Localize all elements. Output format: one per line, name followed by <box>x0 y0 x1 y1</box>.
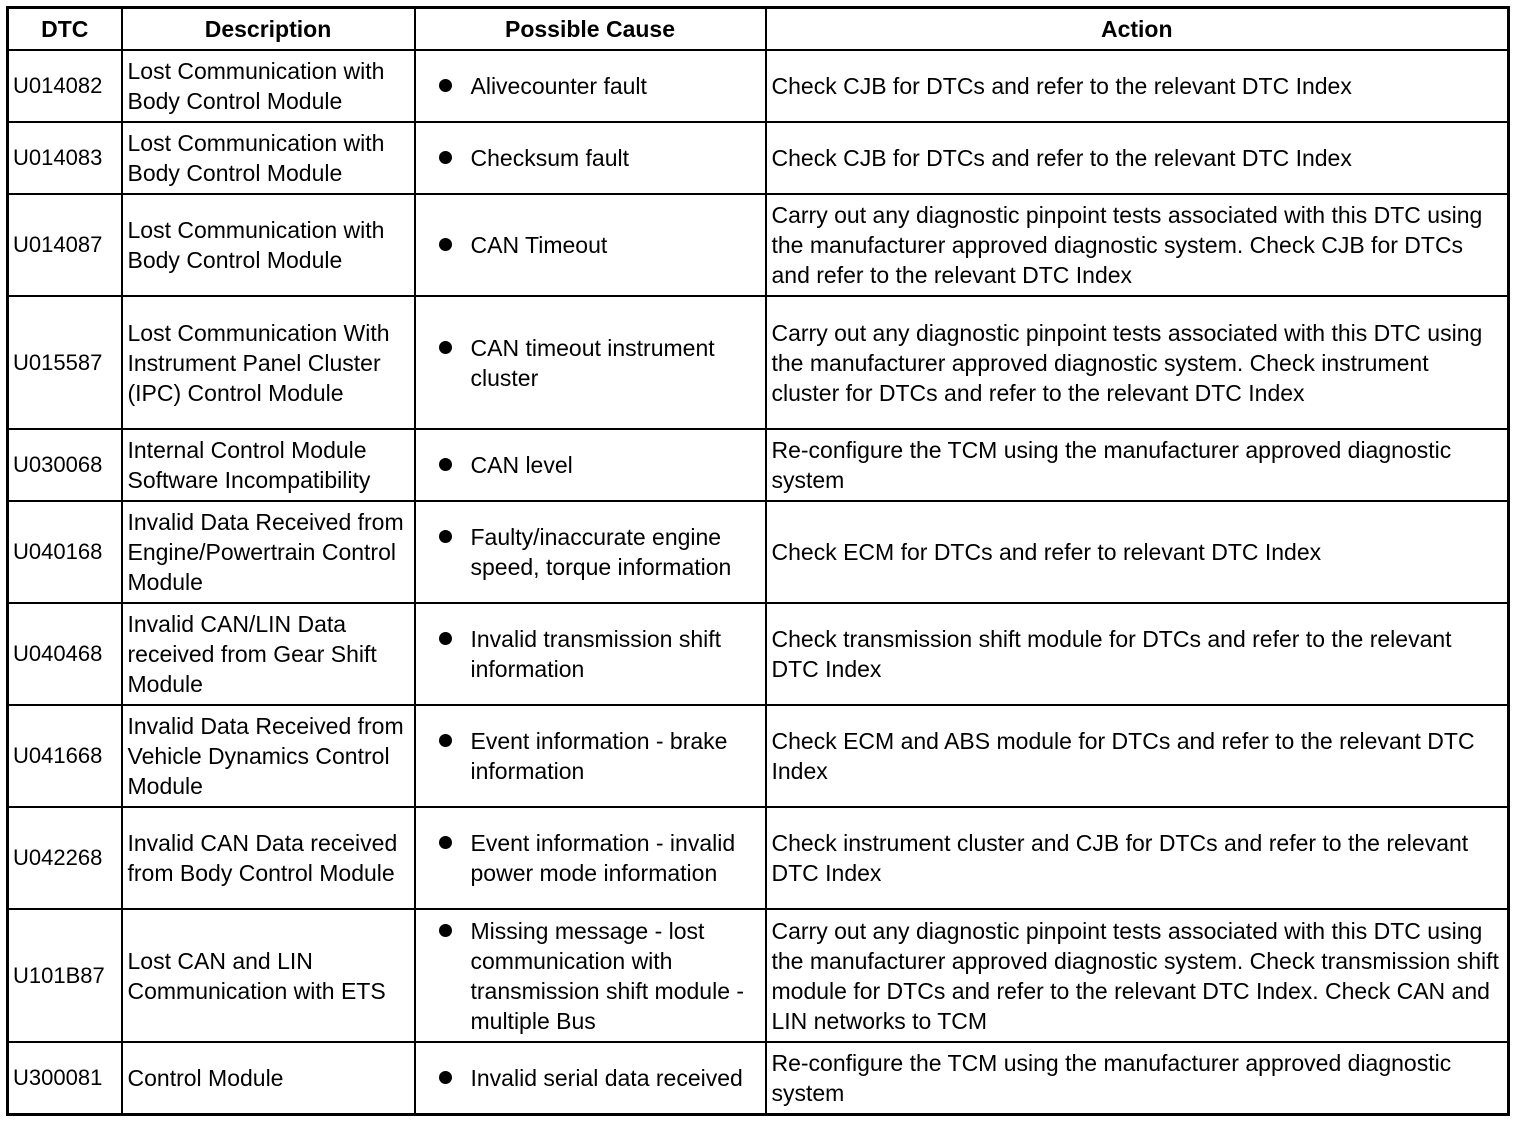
dtc-description: Lost Communication with Body Control Module <box>122 122 415 194</box>
dtc-code: U015587 <box>8 296 122 429</box>
possible-cause-cell <box>415 122 766 194</box>
possible-cause: Event information - brake information <box>470 728 728 784</box>
dtc-action: Check transmission shift module for DTCs and refer to the relevant DTC Index <box>766 603 1509 705</box>
header-description: Description <box>122 8 415 51</box>
possible-cause-cell <box>415 296 766 429</box>
possible-cause-cell <box>415 50 766 122</box>
bullet-icon <box>439 79 452 92</box>
table-row <box>8 50 1509 122</box>
possible-cause: Missing message - lost communication with transmission shift module - multiple Bus <box>470 917 745 1034</box>
bullet-icon <box>439 632 452 645</box>
table-row <box>8 122 1509 194</box>
dtc-code: U042268 <box>8 807 122 909</box>
dtc-description: Invalid CAN Data received from Body Control Module <box>122 807 415 909</box>
possible-cause-cell <box>415 429 766 501</box>
dtc-action: Check CJB for DTCs and refer to the relevant DTC Index <box>766 50 1509 122</box>
bullet-icon <box>439 151 452 164</box>
possible-cause-cell <box>415 501 766 603</box>
dtc-code: U014082 <box>8 50 122 122</box>
table-row <box>8 705 1509 807</box>
dtc-description: Invalid CAN/LIN Data received from Gear Shift Module <box>122 603 415 705</box>
dtc-code: U300081 <box>8 1042 122 1114</box>
dtc-action: Carry out any diagnostic pinpoint tests associated with this DTC using the manufacturer approved diagnostic system. Check instrument cluster for DTCs and refer to the relevant DTC Index <box>766 296 1509 429</box>
dtc-description: Control Module <box>122 1042 415 1114</box>
possible-cause: Checksum fault <box>470 145 630 171</box>
possible-cause-cell <box>415 194 766 296</box>
possible-cause-cell <box>415 909 766 1042</box>
bullet-icon <box>439 341 452 354</box>
dtc-code: U101B87 <box>8 909 122 1042</box>
possible-cause: Alivecounter fault <box>470 73 647 99</box>
table-row <box>8 501 1509 603</box>
dtc-action: Check CJB for DTCs and refer to the relevant DTC Index <box>766 122 1509 194</box>
table-row <box>8 909 1509 1042</box>
possible-cause: CAN Timeout <box>470 232 608 258</box>
dtc-table <box>6 6 1510 1116</box>
possible-cause: Invalid serial data received <box>470 1064 743 1091</box>
dtc-description: Invalid Data Received from Vehicle Dynamics Control Module <box>122 705 415 807</box>
dtc-action: Check ECM for DTCs and refer to relevant DTC Index <box>766 501 1509 603</box>
dtc-code: U030068 <box>8 429 122 501</box>
dtc-code: U041668 <box>8 705 122 807</box>
possible-cause: CAN timeout instrument cluster <box>470 334 715 391</box>
bullet-icon <box>439 458 452 471</box>
possible-cause: CAN level <box>470 452 573 478</box>
table-row <box>8 429 1509 501</box>
table-row <box>8 603 1509 705</box>
dtc-description: Lost Communication With Instrument Panel Cluster (IPC) Control Module <box>122 296 415 429</box>
bullet-icon <box>439 836 452 849</box>
dtc-description: Invalid Data Received from Engine/Powertrain Control Module <box>122 501 415 603</box>
bullet-icon <box>439 1071 452 1084</box>
dtc-description: Lost Communication with Body Control Module <box>122 50 415 122</box>
table-row <box>8 296 1509 429</box>
table-row <box>8 807 1509 909</box>
possible-cause-cell <box>415 603 766 705</box>
dtc-code: U040468 <box>8 603 122 705</box>
dtc-action: Re-configure the TCM using the manufacturer approved diagnostic system <box>766 429 1509 501</box>
header-dtc: DTC <box>8 8 122 51</box>
dtc-description: Lost CAN and LIN Communication with ETS <box>122 909 415 1042</box>
dtc-action: Carry out any diagnostic pinpoint tests associated with this DTC using the manufacturer approved diagnostic system. Check CJB for DTCs and refer to the relevant DTC Index <box>766 194 1509 296</box>
dtc-code: U014083 <box>8 122 122 194</box>
table-row <box>8 194 1509 296</box>
dtc-description: Lost Communication with Body Control Module <box>122 194 415 296</box>
header-possible-cause: Possible Cause <box>415 8 766 51</box>
dtc-action: Re-configure the TCM using the manufacturer approved diagnostic system <box>766 1042 1509 1114</box>
possible-cause-cell <box>415 807 766 909</box>
dtc-description: Internal Control Module Software Incompatibility <box>122 429 415 501</box>
possible-cause: Faulty/inaccurate engine speed, torque information <box>470 524 732 580</box>
bullet-icon <box>439 530 452 543</box>
bullet-icon <box>439 734 452 747</box>
table-header-row <box>8 8 1509 51</box>
dtc-code: U014087 <box>8 194 122 296</box>
dtc-action: Check ECM and ABS module for DTCs and refer to the relevant DTC Index <box>766 705 1509 807</box>
dtc-code: U040168 <box>8 501 122 603</box>
bullet-icon <box>439 924 452 937</box>
possible-cause: Event information - invalid power mode information <box>470 830 736 886</box>
header-action: Action <box>766 8 1509 51</box>
possible-cause: Invalid transmission shift information <box>470 626 722 682</box>
bullet-icon <box>439 238 452 251</box>
dtc-action: Carry out any diagnostic pinpoint tests associated with this DTC using the manufacturer approved diagnostic system. Check transmission shift module for DTCs and refer to the relevant DTC Index. Check CAN and LIN networks to TCM <box>766 909 1509 1042</box>
possible-cause-cell <box>415 705 766 807</box>
possible-cause-cell <box>415 1042 766 1114</box>
table-row <box>8 1042 1509 1114</box>
dtc-action: Check instrument cluster and CJB for DTCs and refer to the relevant DTC Index <box>766 807 1509 909</box>
